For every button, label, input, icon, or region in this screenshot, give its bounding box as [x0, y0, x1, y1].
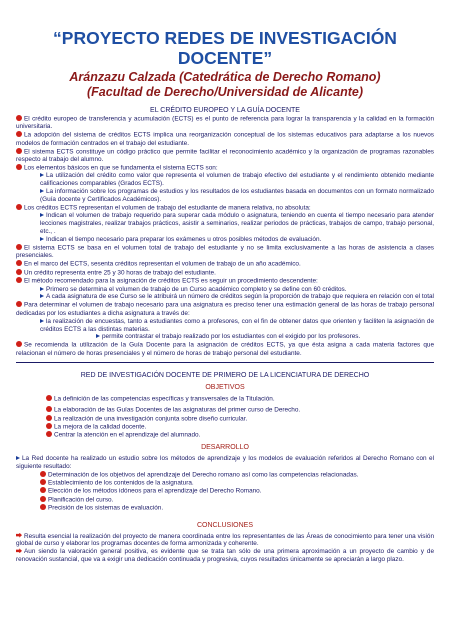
- list-item: La mejora de la calidad docente.: [16, 423, 434, 431]
- objetivos-heading: OBJETIVOS: [205, 383, 245, 391]
- list-item: La Red docente ha realizado un estudio sobre los métodos de aprendizaje y los modelos de evaluación referidos al Derecho Romano con el siguiente resultado:: [16, 454, 434, 470]
- red-dot-bullet-icon: [16, 164, 22, 170]
- red-dot-bullet-icon: [16, 301, 22, 307]
- blue-arrow-bullet-icon: [40, 213, 44, 217]
- title-line-1: “PROYECTO REDES DE INVESTIGACIÓN: [53, 28, 397, 48]
- list-item: El sistema ECTS constituye un código práctico que permite facilitar el reconocimiento académico y la organización de programas razonables respecto al trabajo del alumno.: [16, 148, 434, 164]
- red-dot-bullet-icon: [40, 471, 46, 477]
- list-item: Se recomienda la utilización de la Guía Docente para la asignación de créditos ECTS, ya que ésta asigna a cada materia factores que relacionan el número de horas presenciales y el número de horas de trabajo personal del estudiante.: [16, 341, 434, 357]
- red-dot-bullet-icon: [16, 131, 22, 137]
- list-item: El sistema ECTS se basa en el volumen total de trabajo del estudiante y no se limita exclusivamente a las horas de asistencia a clases presenciales.: [16, 244, 434, 260]
- blue-arrow-bullet-icon: [40, 319, 44, 323]
- red-dot-bullet-icon: [40, 496, 46, 502]
- list-item: El método recomendado para la asignación de créditos ECTS es seguir un procedimiento descendente:: [16, 277, 434, 285]
- red-dot-bullet-icon: [46, 395, 52, 401]
- list-item: Para determinar el volumen de trabajo necesario para una asignatura es preciso tener una estimación general de las horas de trabajo personal dedicadas por los estudiantes a dicha asignatura a través de:: [16, 301, 434, 317]
- sub-list-item: la realización de encuestas, tanto a estudiantes como a profesores, con el fin de obtener datos que orienten y faciliten la asignación de créditos ECTS a las distintas materias.: [40, 317, 434, 333]
- list-item: Aun siendo la valoración general positiva, es evidente que se trata tan sólo de una primera aproximación a un proyecto de cambio y de renovación sustancial, que va a exigir una dedicación continuada y progresiva, cuyos resultados únicamente se apreciarán a largo plazo.: [16, 548, 434, 564]
- red-dot-bullet-icon: [40, 479, 46, 485]
- sub-list-item: La información sobre los programas de estudios y los resultados de los estudiantes basada en documentos con un formato normalizado (Guía docente y Certificados Académicos).: [40, 188, 434, 204]
- list-item: El crédito europeo de transferencia y acumulación (ECTS) es el punto de referencia para lograr la transparencia y la calidad en la formación universitaria.: [16, 115, 434, 131]
- red-dot-bullet-icon: [46, 431, 52, 437]
- red-dot-bullet-icon: [16, 204, 22, 210]
- section1-heading: EL CRÉDITO EUROPEO Y LA GUÍA DOCENTE: [150, 107, 300, 114]
- list-item: Establecimiento de los contenidos de la asignatura.: [16, 479, 434, 487]
- title-line-2: DOCENTE”: [177, 48, 273, 68]
- blue-arrow-bullet-icon: [40, 294, 44, 298]
- conclusiones-heading: CONCLUSIONES: [196, 521, 253, 529]
- red-dot-bullet-icon: [16, 115, 22, 121]
- blue-arrow-bullet-icon: [40, 173, 44, 177]
- red-arrow-bullet-icon: [16, 548, 22, 553]
- list-item: La realización de una investigación conjunta sobre diseño curricular.: [16, 415, 434, 423]
- section2-heading: RED DE INVESTIGACIÓN DOCENTE DE PRIMERO DE LA LICENCIATURA DE DERECHO: [80, 371, 370, 379]
- list-item: La adopción del sistema de créditos ECTS implica una reorganización conceptual de los sistemas educativos para adaptarse a los nuevos modelos de formación centrados en el trabajo del estudiante.: [16, 131, 434, 147]
- red-dot-bullet-icon: [16, 277, 22, 283]
- sub-list-item: Indican el volumen de trabajo requerido para superar cada módulo o asignatura, teniendo en cuenta el tiempo necesario para atender lecciones magistrales, realizar trabajos prácticos, asistir a seminarios, realizar periodos de prácticas, trabajos de campo, trabajo personal, etc., .: [40, 212, 434, 236]
- blue-arrow-bullet-icon: [40, 287, 44, 291]
- objetivos-list: [16, 395, 434, 440]
- conclusiones-list: [16, 533, 434, 565]
- red-dot-bullet-icon: [16, 341, 22, 347]
- red-dot-bullet-icon: [46, 423, 52, 429]
- author-line-2: (Facultad de Derecho/Universidad de Alicante): [87, 85, 363, 99]
- red-dot-bullet-icon: [46, 406, 52, 412]
- author-line-1: Aránzazu Calzada (Catedrática de Derecho Romano): [69, 70, 381, 84]
- list-item: Resulta esencial la realización del proyecto de manera coordinada entre los representantes de las Áreas de conocimiento para tener una visión global de curso y elaborar los programas docentes de forma armonizada y coherente.: [16, 532, 434, 548]
- blue-arrow-bullet-icon: [16, 456, 20, 460]
- desarrollo-list: [16, 455, 434, 513]
- list-item: Un crédito representa entre 25 y 30 horas de trabajo del estudiante.: [16, 269, 434, 277]
- red-dot-bullet-icon: [16, 269, 22, 275]
- list-item: Planificación del curso.: [16, 496, 434, 504]
- list-item: Precisión de los sistemas de evaluación.: [16, 504, 434, 512]
- sub-list-item: Indican el tiempo necesario para preparar los exámenes u otros posibles métodos de evaluación.: [16, 236, 434, 244]
- list-item: Los elementos básicos en que se fundamenta el sistema ECTS son:: [16, 164, 434, 172]
- list-item: Determinación de los objetivos del aprendizaje del Derecho romano así como las competencias relacionadas.: [16, 471, 434, 479]
- section1-body: [16, 115, 434, 358]
- list-item: La definición de las competencias específicas y transversales de la Titulación.: [16, 395, 434, 403]
- blue-arrow-bullet-icon: [40, 189, 44, 193]
- red-dot-bullet-icon: [46, 415, 52, 421]
- blue-arrow-bullet-icon: [40, 237, 44, 241]
- red-dot-bullet-icon: [16, 260, 22, 266]
- red-dot-bullet-icon: [16, 244, 22, 250]
- red-dot-bullet-icon: [40, 504, 46, 510]
- list-item: Los créditos ECTS representan el volumen de trabajo del estudiante de manera relativa, no absoluta:: [16, 204, 434, 212]
- red-arrow-bullet-icon: [16, 533, 22, 538]
- sub-list-item: permite contrastar el trabajo realizado por los estudiantes con el exigido por los profesores.: [16, 333, 434, 341]
- poster-title: [16, 0, 434, 68]
- red-dot-bullet-icon: [40, 487, 46, 493]
- list-item: En el marco del ECTS, sesenta créditos representan el volumen de trabajo de un año académico.: [16, 260, 434, 268]
- sub-list-item: Primero se determina el volumen de trabajo de un Curso académico completo y se define con 60 créditos.: [16, 286, 434, 294]
- list-item: Centrar la atención en el aprendizaje del alumnado.: [16, 431, 434, 439]
- list-item: La elaboración de las Guías Docentes de las asignaturas del primer curso de Derecho.: [16, 406, 434, 414]
- red-dot-bullet-icon: [16, 148, 22, 154]
- sub-list-item: La utilización del crédito como valor que representa el volumen de trabajo efectivo del estudiante y el rendimiento obtenido mediante calificaciones comparables (Grados ECTS).: [40, 172, 434, 188]
- sub-list-item: A cada asignatura de ese Curso se le atribuirá un número de créditos según la proporción de trabajo que requiera en relación con el total: [16, 293, 434, 301]
- blue-arrow-bullet-icon: [96, 334, 100, 338]
- desarrollo-heading: DESARROLLO: [201, 443, 249, 451]
- list-item: Elección de los métodos idóneos para el aprendizaje del Derecho Romano.: [16, 487, 434, 495]
